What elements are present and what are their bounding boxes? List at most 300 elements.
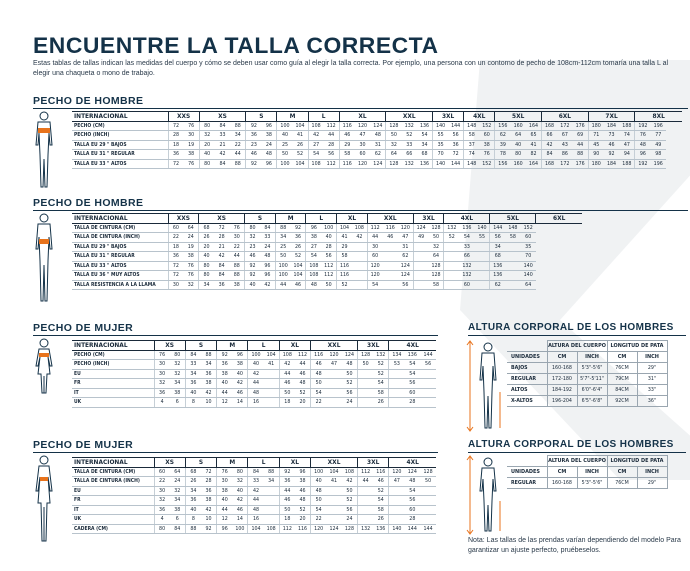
section-rule [468, 335, 686, 336]
table-cell: 90 [588, 150, 604, 160]
table-cell: 86 [557, 150, 573, 160]
column-header: INCH [577, 467, 607, 478]
table-cell: 18 [279, 515, 295, 525]
table-cell: 32 [154, 496, 170, 506]
table-cell: 60 [405, 388, 421, 398]
table-cell: 136 [405, 350, 421, 360]
row-label: TALLA DE CINTURA (CM) [72, 223, 168, 233]
table-cell: 20 [295, 515, 311, 525]
table-cell: 58 [373, 505, 389, 515]
table-cell: 78 [495, 150, 511, 160]
table-cell: 76 [184, 159, 200, 169]
table-cell: 124 [413, 223, 428, 233]
table-cell: 52 [293, 150, 309, 160]
female-body-figure-icon [33, 455, 55, 545]
table-cell: 19 [183, 242, 198, 252]
section-title-women-chest-1: PECHO DE MUJER [33, 322, 134, 334]
table-cell: 164 [526, 121, 542, 131]
table-cell: 124 [326, 524, 342, 534]
table-cell: 22 [154, 477, 170, 487]
table-cell: 54 [405, 486, 421, 496]
table-cell: 56 [490, 233, 505, 243]
table-cell: 38 [217, 486, 233, 496]
table-cell: 116 [339, 121, 355, 131]
table-cell [444, 271, 459, 281]
row-label: TALLA EU 33 " ALTOS [72, 261, 168, 271]
table-cell [413, 242, 428, 252]
table-cell: 38 [170, 388, 186, 398]
table-cell: 50 [311, 496, 327, 506]
table-cell: 84 [185, 350, 201, 360]
table-cell: 41 [526, 140, 542, 150]
table-cell [389, 379, 405, 389]
table-row [72, 150, 682, 160]
table-cell: 96 [260, 271, 275, 281]
table-cell: 144 [405, 524, 421, 534]
table-cell: 56 [342, 505, 358, 515]
table-cell: 64 [386, 150, 402, 160]
table-row [72, 360, 436, 370]
table-cell: 32 [429, 242, 444, 252]
table-cell: 28 [405, 398, 421, 408]
table-cell: 48 [370, 131, 386, 141]
table-cell: 32 [245, 233, 260, 243]
table-row [507, 385, 667, 396]
size-header: M [275, 214, 306, 224]
table-cell: 48 [261, 150, 277, 160]
table-cell [444, 261, 459, 271]
table-cell: 64 [183, 223, 198, 233]
table-cell: 80 [510, 150, 526, 160]
table-cell: 30 [367, 242, 382, 252]
size-header: 3XL [358, 458, 389, 468]
column-header: INCH [637, 467, 667, 478]
table-cell: 100 [277, 159, 293, 169]
row-label: FR [72, 379, 154, 389]
table-cell: 92 [246, 159, 262, 169]
table-cell: 124 [370, 121, 386, 131]
male-body-figure-icon [33, 111, 55, 191]
table-cell: 54 [306, 252, 321, 262]
table-cell: 140 [475, 223, 490, 233]
table-cell [475, 271, 490, 281]
table-row [72, 261, 582, 271]
table-cell: 168 [542, 159, 558, 169]
size-header: XXS [168, 112, 199, 122]
table-cell [389, 486, 405, 496]
table-cell: 52 [337, 280, 352, 290]
section-title-women-waist: PECHO DE MUJER [33, 439, 134, 451]
table-cell: 116 [337, 261, 352, 271]
table-cell: 40 [277, 131, 293, 141]
table-cell: 96 [306, 223, 321, 233]
table-cell: 36 [246, 131, 262, 141]
table-cell [444, 280, 459, 290]
table-cell: 134 [389, 350, 405, 360]
table-cell: 40 [311, 477, 327, 487]
table-cell: 136 [373, 524, 389, 534]
section-title-men-height-1: ALTURA CORPORAL DE LOS HOMBRES [468, 322, 674, 333]
size-header: M [217, 341, 248, 351]
table-cell: 60 [479, 131, 495, 141]
table-cell: 30 [184, 131, 200, 141]
table-cell: 46 [373, 477, 389, 487]
table-row [72, 496, 436, 506]
table-cell: 46 [279, 496, 295, 506]
table-cell: 144 [420, 350, 436, 360]
size-header: S [246, 112, 277, 122]
table-cell: 32 [170, 360, 186, 370]
table-cell: 58 [505, 233, 520, 243]
section-title-men-chest-1: PECHO DE HOMBRE [33, 95, 144, 107]
table-cell: 54 [417, 131, 433, 141]
table-cell: 156 [495, 159, 511, 169]
table-cell [264, 496, 280, 506]
table-cell: 50 [358, 360, 374, 370]
table-row [72, 350, 436, 360]
row-label: BAJOS [507, 363, 547, 374]
section-rule [33, 452, 438, 453]
table-cell: 48 [248, 388, 264, 398]
table-cell: 132 [358, 524, 374, 534]
table-cell: 108 [264, 524, 280, 534]
table-cell: 160 [510, 159, 526, 169]
table-cell: 128 [429, 223, 444, 233]
table-cell [505, 280, 520, 290]
table-cell: 88 [230, 159, 246, 169]
table-cell: 92 [245, 271, 260, 281]
table-cell: 132 [373, 350, 389, 360]
table-cell: 36 [185, 379, 201, 389]
table-cell: 33 [185, 360, 201, 370]
table-cell: 32 [232, 477, 248, 487]
table-cell: 40 [185, 388, 201, 398]
table-cell: 56 [321, 252, 336, 262]
table-cell: 62 [495, 131, 511, 141]
table-cell [420, 486, 436, 496]
table-cell: 45 [588, 140, 604, 150]
table-cell: 96 [232, 350, 248, 360]
table-cell: 35 [521, 242, 536, 252]
table-cell: 41 [293, 131, 309, 141]
table-cell: 120 [367, 271, 382, 281]
table-cell: 184 [604, 159, 620, 169]
table-cell [264, 379, 280, 389]
table-cell: 84 [260, 223, 275, 233]
size-header: 8XL [635, 112, 682, 122]
table-cell: 64 [429, 252, 444, 262]
table-cell: 50 [386, 131, 402, 141]
table-cell: 26 [373, 515, 389, 525]
table-cell: 26 [199, 233, 214, 243]
table-cell: 32 [183, 280, 198, 290]
table-cell: 46 [604, 140, 620, 150]
table-cell: 62 [370, 150, 386, 160]
table-cell [475, 280, 490, 290]
table-cell [264, 486, 280, 496]
table-cell: 92 [279, 467, 295, 477]
table-row [72, 379, 436, 389]
table-cell: 4 [154, 398, 170, 408]
table-cell: 24 [342, 515, 358, 525]
table-cell: 38 [201, 379, 217, 389]
table-cell: 46 [232, 505, 248, 515]
table-cell: 24 [183, 233, 198, 243]
table-cell: 188 [619, 121, 635, 131]
table-cell: 44 [367, 233, 382, 243]
table-cell: 88 [229, 261, 244, 271]
table-cell: 16 [248, 515, 264, 525]
table-cell: 128 [429, 271, 444, 281]
table-cell: 30 [154, 486, 170, 496]
table-cell: 160-168 [547, 363, 577, 374]
table-cell: 33 [401, 140, 417, 150]
table-cell: 108 [308, 121, 324, 131]
table-cell: 192 [635, 159, 651, 169]
row-label: TALLA EU 33 " ALTOS [72, 159, 168, 169]
table-cell: 124 [370, 159, 386, 169]
table-cell: 156 [495, 121, 511, 131]
table-cell: 49 [413, 233, 428, 243]
table-cell: 60 [168, 223, 183, 233]
table-cell: 44 [217, 505, 233, 515]
table-cell: 52 [342, 379, 358, 389]
table-cell: 73 [604, 131, 620, 141]
column-header: CM [547, 467, 577, 478]
table-cell: 20 [199, 242, 214, 252]
table-cell [444, 242, 459, 252]
table-cell [352, 252, 367, 262]
table-cell: 43 [557, 140, 573, 150]
table-cell: 14 [232, 515, 248, 525]
table-cell: 39 [495, 140, 511, 150]
table-cell: 44 [295, 360, 311, 370]
table-cell: 44 [279, 369, 295, 379]
table-cell: 71 [588, 131, 604, 141]
table-cell: 47 [355, 131, 371, 141]
table-cell: 140 [389, 524, 405, 534]
table-cell [352, 271, 367, 281]
row-label: EU [72, 486, 154, 496]
table-cell: 88 [264, 467, 280, 477]
table-cell: 49 [650, 140, 666, 150]
table-cell: 148 [505, 223, 520, 233]
table-cell [383, 261, 398, 271]
table-cell: 120 [326, 350, 342, 360]
table-cell: 44 [248, 379, 264, 389]
table-cell: 100 [321, 223, 336, 233]
size-header: XL [339, 112, 386, 122]
size-header: 3XL [413, 214, 444, 224]
size-header: M [277, 112, 308, 122]
table-cell: 24 [260, 242, 275, 252]
table-cell: 4 [154, 515, 170, 525]
table-cell: 128 [342, 524, 358, 534]
table-cell: 104 [293, 121, 309, 131]
table-cell: 55 [433, 131, 449, 141]
table-cell: 64 [510, 131, 526, 141]
table-cell: 34 [264, 477, 280, 487]
table-cell: 77 [650, 131, 666, 141]
table-cell: 164 [526, 159, 542, 169]
table-cell: 76 [217, 467, 233, 477]
table-cell: 33 [459, 242, 474, 252]
row-label: FR [72, 496, 154, 506]
table-cell: 196 [650, 159, 666, 169]
table-cell: 108 [352, 223, 367, 233]
table-cell [389, 398, 405, 408]
table-cell [420, 379, 436, 389]
table-cell: 31" [637, 374, 667, 385]
table-cell: 31 [370, 140, 386, 150]
table-cell [505, 242, 520, 252]
table-cell: 72 [168, 271, 183, 281]
section-rule [33, 210, 688, 211]
table-cell: 56 [324, 150, 340, 160]
column-group-header: ALTURA DEL CUERPO [547, 341, 607, 352]
table-cell: 26 [291, 242, 306, 252]
table-cell: 22 [229, 242, 244, 252]
table-cell: 27 [306, 242, 321, 252]
table-cell: 42 [232, 496, 248, 506]
table-cell: 12 [217, 398, 233, 408]
row-label: TALLA EU 29 " BAJOS [72, 242, 168, 252]
table-cell [420, 505, 436, 515]
table-row [72, 477, 436, 487]
table-cell: 120 [398, 223, 413, 233]
table-cell: 108 [306, 271, 321, 281]
table-cell: 112 [367, 223, 382, 233]
table-cell: 128 [386, 159, 402, 169]
table-cell: 172 [557, 121, 573, 131]
table-cell: 36 [217, 360, 233, 370]
table-cell: 172-180 [547, 374, 577, 385]
table-cell: 72 [168, 159, 184, 169]
table-cell [264, 388, 280, 398]
table-cell: 128 [429, 261, 444, 271]
table-cell: 41 [326, 477, 342, 487]
table-cell: 46 [291, 280, 306, 290]
table-cell: 96 [261, 159, 277, 169]
table-cell: 88 [275, 223, 290, 233]
table-cell: 54 [311, 505, 327, 515]
table-cell: 60 [405, 505, 421, 515]
column-header: CM [607, 352, 637, 363]
table-cell: 80 [170, 350, 186, 360]
table-cell: 52 [295, 505, 311, 515]
table-cell: 50 [342, 486, 358, 496]
table-cell: 36 [201, 369, 217, 379]
table-cell: 108 [279, 350, 295, 360]
column-header: INCH [637, 352, 667, 363]
table-cell: 104 [291, 261, 306, 271]
column-header: INCH [577, 352, 607, 363]
table-cell: 44 [358, 477, 374, 487]
table-cell: 48 [342, 360, 358, 370]
size-header: 3XL [358, 341, 389, 351]
table-row [72, 252, 582, 262]
table-cell: 66 [401, 150, 417, 160]
table-cell: 36 [154, 505, 170, 515]
size-header: 7XL [588, 112, 635, 122]
size-header: S [245, 214, 276, 224]
row-label: IT [72, 505, 154, 515]
table-cell: 26 [373, 398, 389, 408]
table-cell: 64 [521, 280, 536, 290]
row-label: TALLA EU 31 " REGULAR [72, 252, 168, 262]
table-cell: 88 [573, 150, 589, 160]
table-row [72, 505, 436, 515]
table-cell: 34 [170, 379, 186, 389]
table-cell: 32 [170, 369, 186, 379]
table-cell: 50 [311, 379, 327, 389]
table-cell: 104 [326, 467, 342, 477]
table-cell: 28 [201, 477, 217, 487]
table-cell: 92 [604, 150, 620, 160]
table-cell: 120 [355, 159, 371, 169]
table-cell: 48 [311, 486, 327, 496]
table-cell: 34 [185, 369, 201, 379]
table-cell: 36 [279, 477, 295, 487]
table-cell: 42 [248, 486, 264, 496]
row-label: REGULAR [507, 374, 547, 385]
column-header: CM [607, 467, 637, 478]
table-cell: 46 [339, 131, 355, 141]
table-cell: 184 [604, 121, 620, 131]
table-cell [352, 242, 367, 252]
table-cell: 47 [398, 233, 413, 243]
table-cell: 67 [557, 131, 573, 141]
table-cell [352, 261, 367, 271]
table-cell [326, 496, 342, 506]
table-cell: 47 [619, 140, 635, 150]
table-cell: 116 [339, 159, 355, 169]
table-cell: 31 [398, 242, 413, 252]
table-cell: 42 [352, 233, 367, 243]
table-row [72, 223, 582, 233]
table-cell: 70 [433, 150, 449, 160]
table-cell: 24 [261, 140, 277, 150]
table-cell: 36 [168, 252, 183, 262]
table-cell: 136 [490, 261, 505, 271]
row-label: PECHO (CM) [72, 350, 154, 360]
column-group-header: LONGITUD DE PATA [607, 341, 667, 352]
table-cell: 176 [573, 159, 589, 169]
size-header: 4XL [444, 214, 490, 224]
table-cell: 84 [214, 261, 229, 271]
table-cell: 36 [448, 140, 464, 150]
column-header: CM [547, 352, 577, 363]
table-cell: 18 [168, 140, 184, 150]
page-title: ENCUENTRE LA TALLA CORRECTA [33, 33, 439, 58]
table-cell [420, 369, 436, 379]
table-cell: 42 [214, 252, 229, 262]
table-row [72, 369, 436, 379]
table-row [72, 140, 682, 150]
table-cell: 48 [248, 505, 264, 515]
table-cell [413, 280, 428, 290]
table-cell: 132 [401, 121, 417, 131]
table-cell: 48 [295, 379, 311, 389]
table-cell: 80 [199, 121, 215, 131]
table-cell: 148 [464, 159, 480, 169]
table-cell: 74 [619, 131, 635, 141]
table-cell: 32 [154, 379, 170, 389]
table-cell [420, 496, 436, 506]
table-cell: 26 [185, 477, 201, 487]
table-cell: 140 [433, 159, 449, 169]
table-cell: 184-192 [547, 385, 577, 396]
